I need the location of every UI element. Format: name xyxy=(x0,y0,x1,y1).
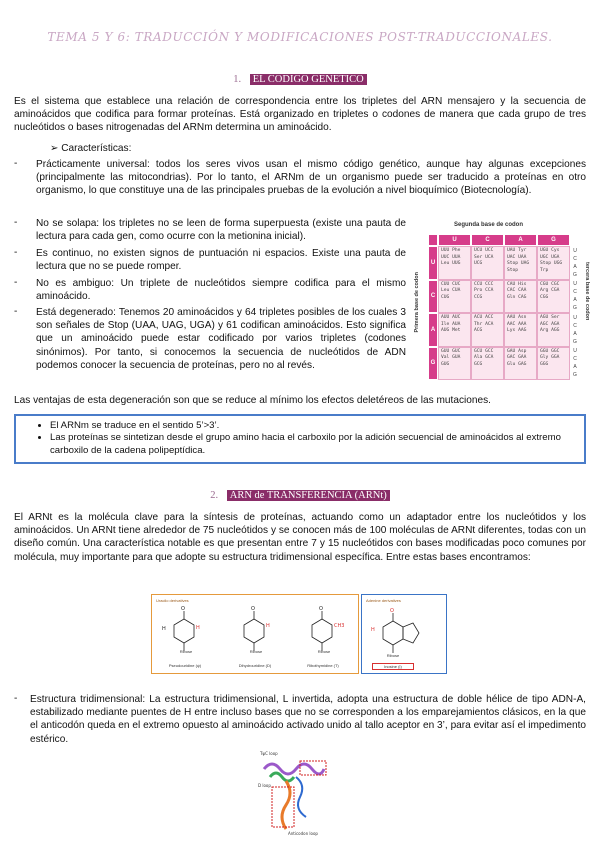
bullet-no-ambiguo: No es ambiguo: Un triplete de nucleótidos siempre codifica para el mismo aminoácido. xyxy=(36,278,406,303)
inosine-figure xyxy=(361,594,447,674)
codon-cell: GGU GGC Gly GGA GGG xyxy=(537,347,570,381)
base-label: Ribose xyxy=(386,653,400,658)
codon-cell: GUU GUC Val GUA GUG xyxy=(438,347,471,381)
codon-grid xyxy=(428,234,580,380)
section2-heading xyxy=(0,490,600,501)
section2-title: ARN de TRANSFERENCIA (ARNt) xyxy=(227,490,390,501)
codon-row-header: C xyxy=(428,280,438,314)
codon-table-caption: Segunda base de codon xyxy=(454,222,524,228)
page-title: TEMA 5 Y 6: TRADUCCIÓN Y MODIFICACIONES POST-TRADUCCIONALES. xyxy=(47,30,553,44)
codon-third-base: U C A G xyxy=(570,313,580,347)
svg-text:O: O xyxy=(251,606,255,612)
bullet-continuo: Es continuo, no existen signos de puntuación ni espacios. Existe una pauta de lectura que no se puede romper. xyxy=(36,248,406,273)
codon-table xyxy=(414,222,592,380)
svg-text:H: H xyxy=(162,626,166,632)
codon-table-right-label: tercera base de codon xyxy=(584,262,590,321)
section1-intro: Es el sistema que establece una relación de correspondencia entre los tripletes del ARN mensajero y la secuencia de aminoácidos que codifica para formar proteínas. Está organizado en tripletes o codones de manera que cada grupo de tres nucleótidos o bases nitrogenadas del ARNm determina un aminoácido. xyxy=(14,96,586,134)
trna-label: TψC loop xyxy=(260,751,278,756)
trna-label: D loop xyxy=(258,783,271,788)
bullet-no-solapa: No se solapa: los tripletes no se leen de forma superpuesta (existe una pauta de lectura para cada gen, como ocurre con la metionina inicial). xyxy=(36,218,406,243)
codon-cell: UUU Phe UUC UUA Leu UUG xyxy=(438,246,471,280)
degeneration-closing: Las ventajas de esta degeneración son que se reduce al mínimo los efectos deletéreos de las mutaciones. xyxy=(14,395,491,406)
base-label: Ribose xyxy=(249,649,263,654)
codon-cell: UAU Tyr UAC UAA Stop UAG Stop xyxy=(504,246,537,280)
trna-label: Anticodon loop xyxy=(288,831,318,836)
codon-cell: AUU AUC Ile AUA AUG Met xyxy=(438,313,471,347)
base-name: Dihydrouridine (D) xyxy=(238,663,272,668)
codon-cell: UGU Cys UGC UGA Stop UGG Trp xyxy=(537,246,570,280)
codon-cell: GCU GCC Ala GCA GCG xyxy=(471,347,504,381)
codon-col-header: U xyxy=(438,234,471,246)
base-label: Ribose xyxy=(317,649,331,654)
base-name: Ribothymidine (T) xyxy=(307,663,339,668)
codon-cell: CGU CGC Arg CGA CGG xyxy=(537,280,570,314)
codon-third-base: U C A G xyxy=(570,280,580,314)
section2-number: 2. xyxy=(210,490,219,501)
trna-structure: Estructura tridimensional: La estructura tridimensional, L invertida, adopta una estructura de doble hélice de tipo ADN-A, estabilizado mediante puentes de H entre incluso bases que no se corresponden a los emparejamientos clásicos, en la que el anticodón queda en el extremo opuesto al aminoácido activado unido al tallo aceptor en 3’, para evitar así el impedimento estérico. xyxy=(30,694,586,745)
svg-text:O: O xyxy=(181,606,185,612)
codon-table-left-label: Primera base de codon xyxy=(414,272,420,333)
summary-item: • Las proteínas se sintetizan desde el grupo amino hacia el carboxilo por la adición secuencial de aminoácidos al extremo carboxilo de la cadena polipeptídica. xyxy=(50,432,574,457)
characteristics-subheading: ➢ Características: xyxy=(50,143,132,154)
codon-row-header: G xyxy=(428,347,438,381)
codon-row-header: A xyxy=(428,313,438,347)
trna-3d-icon xyxy=(256,747,330,837)
figure-caption: Uracilo derivatives xyxy=(156,598,189,603)
codon-cell: AAU Asn AAC AAA Lys AAG xyxy=(504,313,537,347)
svg-text:O: O xyxy=(319,606,323,612)
codon-corner xyxy=(570,234,580,246)
trna-figure xyxy=(256,747,330,837)
codon-third-base: U C A G xyxy=(570,347,580,381)
codon-cell: UCU UCC Ser UCA UCG xyxy=(471,246,504,280)
codon-col-header: A xyxy=(504,234,537,246)
codon-third-base: U C A G xyxy=(570,246,580,280)
summary-box xyxy=(14,414,586,464)
svg-text:H: H xyxy=(196,625,200,631)
codon-row-header: U xyxy=(428,246,438,280)
bullet-dash: - xyxy=(14,247,18,258)
codon-corner xyxy=(428,234,438,246)
section2-intro: El ARNt es la molécula clave para la síntesis de proteínas, actuando como un adaptador entre los nucleótidos y los aminoácidos. Un ARNt tiene alrededor de 75 nucleótidos y se conocen más de 100 moléculas de ARNt diferentes, todas con un diseño común. Una característica notable es que presentan entre 7 y 15 nucleótidos con bases modificadas poco comunes por molécula, muy importante para que adopte su estructura tridimensional específica. Entre estas bases encontramos: xyxy=(14,512,586,563)
bullet-degenerado: Está degenerado: Tenemos 20 aminoácidos y 64 tripletes posibles de los cuales 3 son señales de Stop (UAA, UAG, UGA) y 61 codifican aminoácidos. Esto significa que un aminoácido puede estar codificado por varios tripletes (codones sinónimos). Por tanto, si conocemos la secuencia de nucleótidos de ADN podemos conocer la secuencia de proteínas, pero no al revés. xyxy=(36,307,406,371)
codon-cell: GAU Asp GAC GAA Glu GAG xyxy=(504,347,537,381)
codon-cell: ACU ACC Thr ACA ACG xyxy=(471,313,504,347)
section1-number: 1. xyxy=(233,74,242,85)
svg-text:CH3: CH3 xyxy=(334,623,345,629)
codon-col-header: C xyxy=(471,234,504,246)
bullet-dash: - xyxy=(14,158,18,169)
base-name: Pseudouridine (ψ) xyxy=(168,663,202,668)
bullet-dash: - xyxy=(14,306,18,317)
svg-text:H: H xyxy=(371,627,375,633)
bullet-universal: Prácticamente universal: todos los seres vivos usan el mismo código genético, aunque hay algunas excepciones (principalmente las mitocondrias). Por lo tanto, el ARNm de un organismo puede ser traducido a proteínas en otro organismo, lo que constituye una de las principales pruebas de la evolución a nivel bioquímico (Biotecnología). xyxy=(36,159,586,197)
bullet-dash: - xyxy=(14,217,18,228)
svg-text:O: O xyxy=(390,608,394,614)
section1-heading xyxy=(0,74,600,85)
figure-caption: Adenine derivatives xyxy=(366,598,401,603)
codon-cell: CUU CUC Leu CUA CUG xyxy=(438,280,471,314)
base-label: Ribose xyxy=(179,649,193,654)
bullet-dash: - xyxy=(14,277,18,288)
section1-title: EL CODIGO GENETICO xyxy=(250,74,367,85)
svg-text:H: H xyxy=(266,623,270,629)
base-name: Inosine (I) xyxy=(372,663,414,670)
codon-cell: CAU His CAC CAA Gln CAG xyxy=(504,280,537,314)
uracil-derivatives-icon xyxy=(154,605,358,665)
codon-cell: AGU Ser AGC AGA Arg AGG xyxy=(537,313,570,347)
bullet-dash: - xyxy=(14,693,18,704)
summary-item: • El ARNm se traduce en el sentido 5’>3’. xyxy=(50,420,574,432)
codon-col-header: G xyxy=(537,234,570,246)
modified-bases-figure xyxy=(151,594,359,674)
codon-cell: CCU CCC Pro CCA CCG xyxy=(471,280,504,314)
